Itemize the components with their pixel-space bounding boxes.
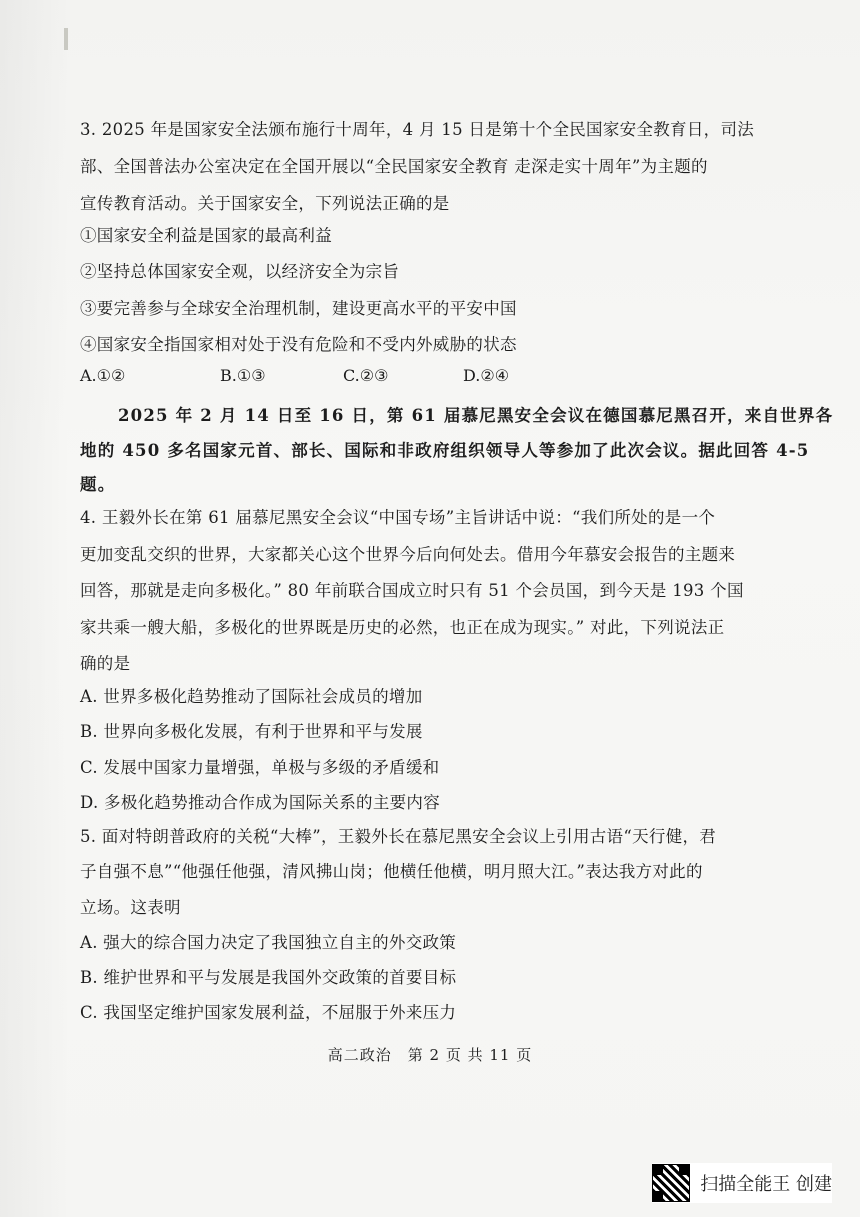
qr-code-icon bbox=[652, 1164, 690, 1202]
scanner-watermark bbox=[652, 1163, 832, 1203]
q4-option-c: C. 发展中国家力量增强，单极与多级的矛盾缓和 bbox=[80, 758, 440, 777]
q4-stem-line-1: 4. 王毅外长在第 61 届慕尼黑安全会议“中国专场”主旨讲话中说：“我们所处的是一个 bbox=[80, 508, 716, 527]
q5-stem-line-1: 5. 面对特朗普政府的关税“大棒”，王毅外长在慕尼黑安全会议上引用古语“天行健，君 bbox=[80, 827, 717, 846]
q3-item-2: ②坚持总体国家安全观，以经济安全为宗旨 bbox=[80, 262, 400, 281]
q4-option-d: D. 多极化趋势推动合作成为国际关系的主要内容 bbox=[80, 793, 441, 812]
q4-stem-line-5: 确的是 bbox=[80, 654, 131, 673]
q3-item-4: ④国家安全指国家相对处于没有危险和不受内外威胁的状态 bbox=[80, 335, 517, 354]
q3-stem-line-2: 部、全国普法办公室决定在全国开展以“全民国家安全教育 走深走实十周年”为主题的 bbox=[80, 157, 708, 176]
q3-option-c: C.②③ bbox=[343, 366, 389, 385]
q4-stem-line-3: 回答，那就是走向多极化。” 80 年前联合国成立时只有 51 个会员国，到今天是 193 个国 bbox=[80, 581, 744, 600]
q3-item-3: ③要完善参与全球安全治理机制，建设更高水平的平安中国 bbox=[80, 299, 517, 318]
scan-mark bbox=[64, 28, 68, 50]
q3-option-d: D.②④ bbox=[463, 366, 510, 385]
context-line-2: 地的 450 多名国家元首、部长、国际和非政府组织领导人等参加了此次会议。据此回答 4-5 bbox=[80, 441, 810, 460]
q5-option-a: A. 强大的综合国力决定了我国独立自主的外交政策 bbox=[80, 933, 457, 952]
q3-options bbox=[80, 366, 600, 388]
watermark-text: 扫描全能王 创建 bbox=[700, 1174, 832, 1195]
scan-edge-shadow bbox=[0, 0, 70, 1217]
q5-stem-line-2: 子自强不息”“他强任他强，清风拂山岗；他横任他横，明月照大江。”表达我方对此的 bbox=[80, 862, 703, 881]
q3-item-1: ①国家安全利益是国家的最高利益 bbox=[80, 226, 332, 245]
q4-stem-line-2: 更加变乱交织的世界，大家都关心这个世界今后向何处去。借用今年慕安会报告的主题来 bbox=[80, 545, 736, 564]
q3-stem-line-1: 3. 2025 年是国家安全法颁布施行十周年，4 月 15 日是第十个全民国家安全教育日，司法 bbox=[80, 120, 755, 139]
page-footer: 高二政治 第 2 页 共 11 页 bbox=[327, 1046, 533, 1064]
q3-stem-line-3: 宣传教育活动。关于国家安全，下列说法正确的是 bbox=[80, 194, 450, 213]
q5-option-b: B. 维护世界和平与发展是我国外交政策的首要目标 bbox=[80, 968, 457, 987]
q4-option-a: A. 世界多极化趋势推动了国际社会成员的增加 bbox=[80, 687, 423, 706]
context-line-1: 2025 年 2 月 14 日至 16 日，第 61 届慕尼黑安全会议在德国慕尼黑召开，来自世界各 bbox=[118, 406, 834, 425]
q3-option-a: A.①② bbox=[80, 366, 126, 385]
q3-option-b: B.①③ bbox=[220, 366, 266, 385]
q4-stem-line-4: 家共乘一艘大船，多极化的世界既是历史的必然，也正在成为现实。” 对此，下列说法正 bbox=[80, 618, 725, 637]
context-line-3: 题。 bbox=[80, 475, 116, 494]
q4-option-b: B. 世界向多极化发展，有利于世界和平与发展 bbox=[80, 722, 423, 741]
q5-option-c: C. 我国坚定维护国家发展利益，不屈服于外来压力 bbox=[80, 1003, 457, 1022]
q5-stem-line-3: 立场。这表明 bbox=[80, 898, 181, 917]
